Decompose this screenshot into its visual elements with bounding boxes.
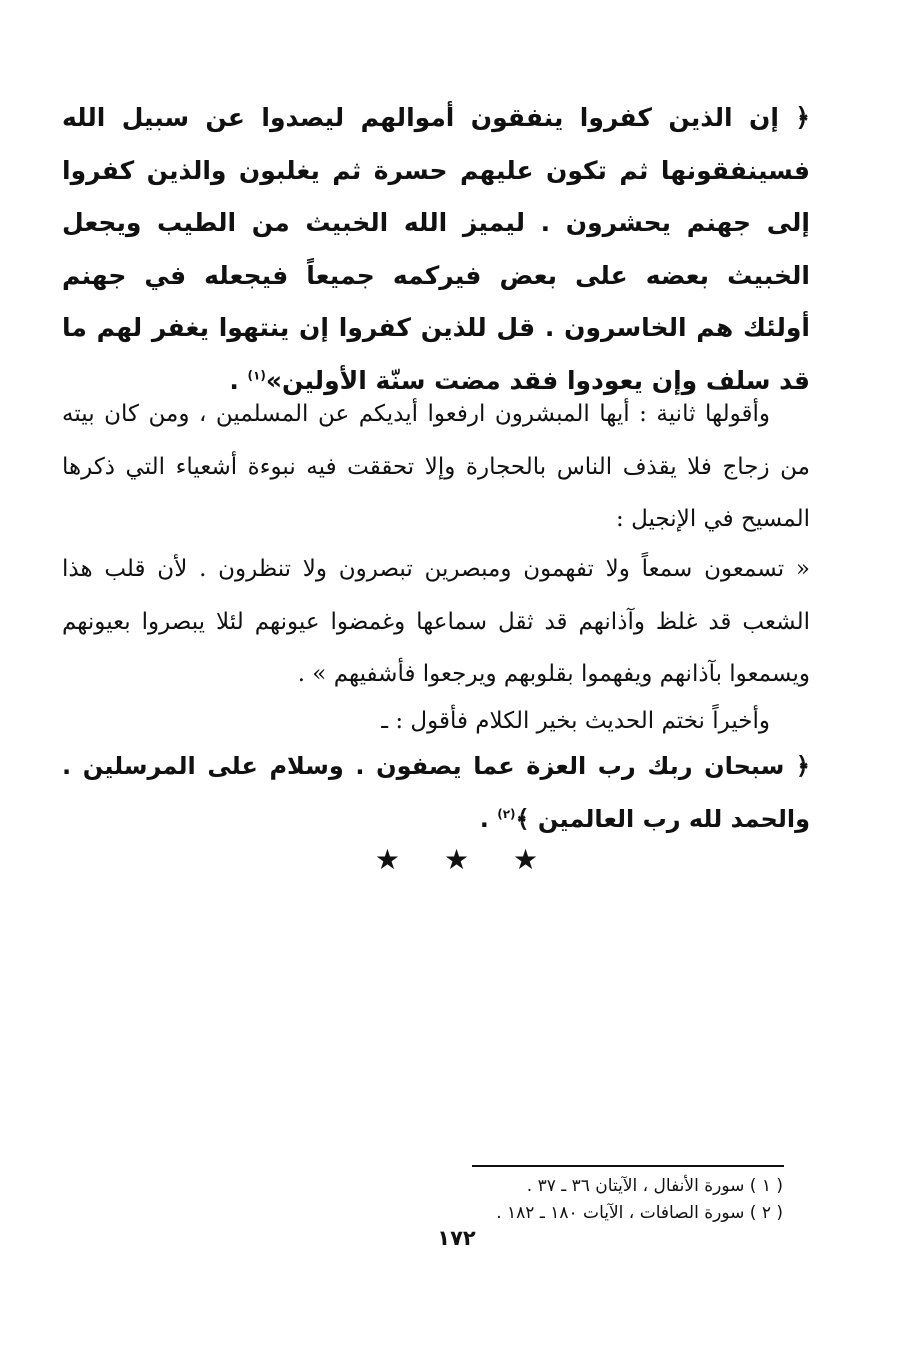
closing-intro-text: وأخيراً نختم الحديث بخير الكلام فأقول : ـ bbox=[381, 708, 770, 734]
paragraph-text: وأقولها ثانية : أيها المبشرون ارفعوا أيديكم عن المسلمين ، ومن كان بيته من زجاج فلا يقذف الناس بالحجارة وإلا تحققت فيه نبوءة أشعياء التي ذكرها المسيح في الإنجيل : bbox=[62, 401, 810, 532]
footnotes bbox=[380, 1173, 783, 1227]
quran-verse-saffat bbox=[62, 740, 810, 845]
footnote-1: ( ١ ) سورة الأنفال ، الآيتان ٣٦ ـ ٣٧ . bbox=[526, 1176, 783, 1196]
gospel-quotation bbox=[62, 543, 810, 701]
verse-open-bracket: ﴿ bbox=[795, 103, 810, 132]
gospel-quote-text: « تسمعون سمعاً ولا تفهمون ومبصرين تبصرون ولا تنظرون . لأن قلب هذا الشعب قد غلظ وآذانهم قد ثقل سماعها وغمضوا عيونهم لئلا يبصروا بعيونهم ويسمعوا بآذانهم ويفهموا بقلوبهم ويرجعوا فأشفيهم » . bbox=[62, 556, 810, 687]
verse-close-bracket: » bbox=[265, 365, 282, 395]
verse-text: إن الذين كفروا ينفقون أموالهم ليصدوا عن سبيل الله فسينفقونها ثم تكون عليهم حسرة ثم يغلبون والذين كفروا إلى جهنم يحشرون . ليميز الله الخبيث من الطيب ويجعل الخبيث بعضه على بعض فيركمه جميعاً فيجعله في جهنم أولئك هم الخاسرون . قل للذين كفروا إن ينتهوا يغفر لهم ما قد سلف وإن يعودوا فقد مضت سنّة الأولين bbox=[62, 103, 810, 395]
closing-verse-text: ﴿ سبحان ربك رب العزة عما يصفون . وسلام على المرسلين . والحمد لله رب العالمين ﴾ bbox=[62, 752, 810, 833]
footnote-ref-2[interactable]: (٢) bbox=[497, 806, 516, 821]
quran-verse-anfal bbox=[62, 92, 810, 407]
section-divider bbox=[0, 843, 913, 876]
footnote-separator bbox=[472, 1165, 784, 1167]
footnote-2: ( ٢ ) سورة الصافات ، الآيات ١٨٠ ـ ١٨٢ . bbox=[496, 1203, 783, 1223]
footnote-ref-1[interactable]: (١) bbox=[247, 368, 266, 383]
verse-end-punct: . bbox=[229, 365, 248, 395]
closing-verse-end-punct: . bbox=[479, 804, 498, 833]
paragraph-second-appeal bbox=[62, 388, 810, 546]
star-icon: ★ bbox=[374, 843, 400, 876]
star-icon: ★ bbox=[513, 843, 539, 876]
page-number: ١٧٢ bbox=[437, 1226, 476, 1250]
star-icon: ★ bbox=[443, 843, 470, 876]
